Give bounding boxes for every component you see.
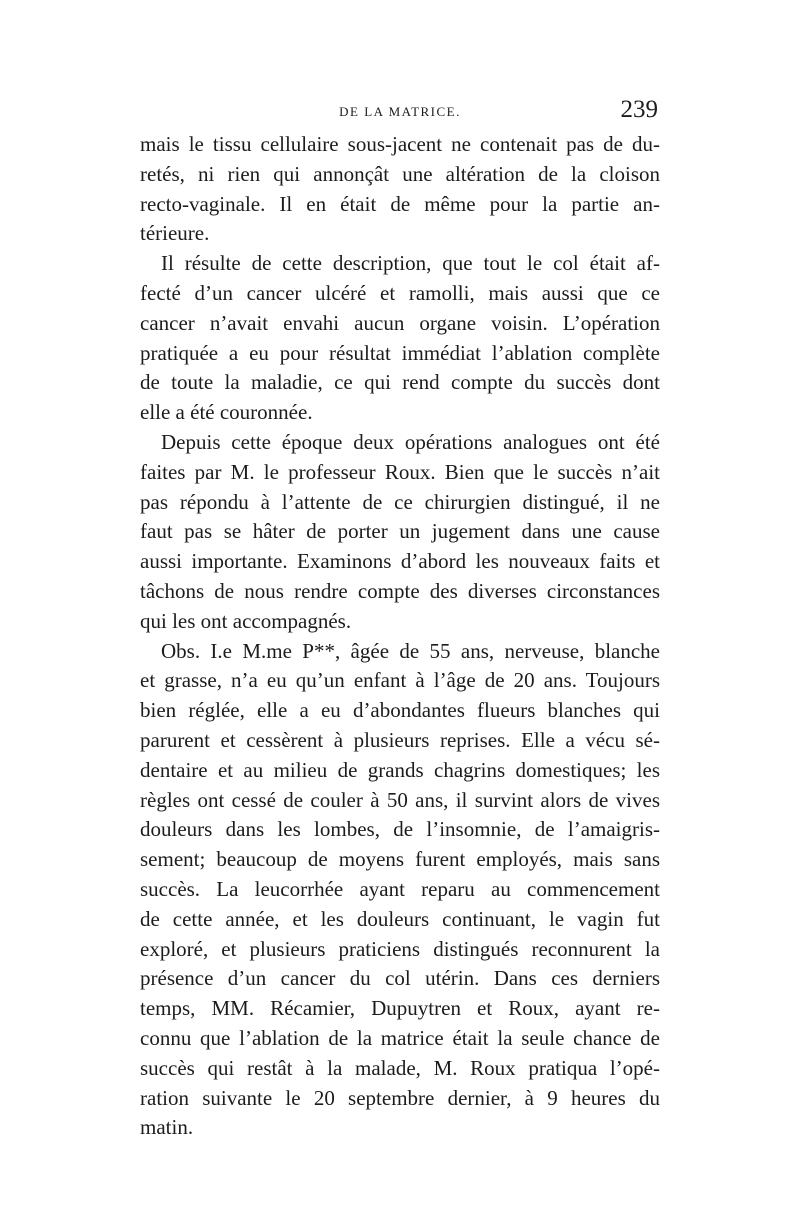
- text-line: et grasse, n’a eu qu’un enfant à l’âge de 20 ans. Toujours: [140, 668, 660, 693]
- page-header: [140, 96, 660, 126]
- text-line: succès qui restât à la malade, M. Roux pratiqua l’opé-: [140, 1055, 660, 1080]
- text-line: matin.: [140, 1115, 194, 1140]
- body-text: [140, 130, 660, 1143]
- text-line: ration suivante le 20 septembre dernier, à 9 heures du: [140, 1085, 660, 1110]
- text-line: sement; beaucoup de moyens furent employés, mais sans: [140, 847, 660, 872]
- text-line: qui les ont accompagnés.: [140, 608, 352, 633]
- text-line: exploré, et plusieurs praticiens distingués reconnurent la: [140, 936, 660, 961]
- text-line: pratiquée a eu pour résultat immédiat l’ablation complète: [140, 340, 660, 365]
- text-line: fecté d’un cancer ulcéré et ramolli, mais aussi que ce: [140, 280, 660, 305]
- page-number: 239: [620, 96, 658, 123]
- text-line: connu que l’ablation de la matrice était la seule chance de: [140, 1025, 660, 1050]
- text-line: mais le tissu cellulaire sous-jacent ne contenait pas de du-: [140, 132, 660, 156]
- text-line: douleurs dans les lombes, de l’insomnie, de l’amaigris-: [140, 817, 660, 842]
- text-line: bien réglée, elle a eu d’abondantes flueurs blanches qui: [140, 698, 660, 723]
- text-line: parurent et cessèrent à plusieurs reprises. Elle a vécu sé-: [140, 727, 660, 752]
- text-line: pas répondu à l’attente de ce chirurgien distingué, il ne: [140, 489, 660, 514]
- text-line: térieure.: [140, 221, 210, 246]
- text-line: de toute la maladie, ce qui rend compte du succès dont: [140, 370, 660, 395]
- running-title: DE LA MATRICE.: [339, 104, 461, 119]
- text-line: dentaire et au milieu de grands chagrins domestiques; les: [140, 757, 660, 782]
- text-line: Il résulte de cette description, que tout le col était af-: [161, 251, 660, 276]
- text-line: règles ont cessé de couler à 50 ans, il survint alors de vives: [140, 787, 660, 812]
- text-line: elle a été couronnée.: [140, 400, 313, 425]
- text-line: tâchons de nous rendre compte des diverses circonstances: [140, 578, 660, 603]
- text-line: faut pas se hâter de porter un jugement dans une cause: [140, 519, 660, 544]
- text-line: Depuis cette époque deux opérations analogues ont été: [161, 429, 660, 454]
- text-line: retés, ni rien qui annonçât une altération de la cloison: [140, 161, 660, 186]
- text-line: cancer n’avait envahi aucun organe voisin. L’opération: [140, 310, 660, 335]
- text-line: Obs. I.e M.me P**, âgée de 55 ans, nerveuse, blanche: [161, 638, 660, 663]
- text-line: succès. La leucorrhée ayant reparu au commencement: [140, 876, 660, 901]
- text-line: faites par M. le professeur Roux. Bien que le succès n’ait: [140, 459, 660, 484]
- text-line: de cette année, et les douleurs continuant, le vagin fut: [140, 906, 660, 931]
- text-line: présence d’un cancer du col utérin. Dans ces derniers: [140, 966, 660, 991]
- text-line: recto-vaginale. Il en était de même pour la partie an-: [140, 191, 660, 216]
- text-line: aussi importante. Examinons d’abord les nouveaux faits et: [140, 549, 660, 574]
- text-line: temps, MM. Récamier, Dupuytren et Roux, ayant re-: [140, 996, 660, 1021]
